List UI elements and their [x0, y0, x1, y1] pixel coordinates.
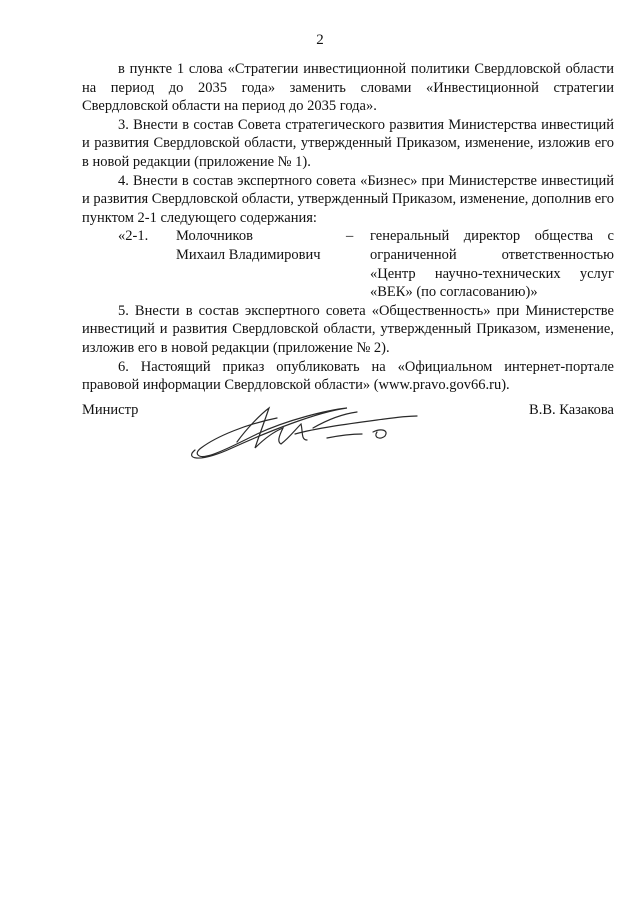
paragraph-item-4: 4. Внести в состав экспертного совета «Бизнес» при Министерстве инвестиций и развития Свердловской области, утвержденный Приказом, изменение, дополнив его пунктом 2-1 следующего содержания:	[82, 172, 614, 226]
member-full-name	[176, 227, 336, 301]
member-dash: –	[346, 228, 354, 245]
document-body	[82, 60, 614, 395]
page-number: 2	[316, 32, 324, 48]
signatory-name: В.В. Казакова	[529, 402, 614, 418]
council-member-entry	[118, 227, 614, 301]
member-description: генеральный директор общества с ограниченной ответственностью «Центр научно-технических услуг «ВЕК» (по согласованию)»	[370, 228, 614, 301]
member-surname: Молочников	[176, 228, 253, 245]
signature-block	[82, 402, 614, 482]
paragraph-intro: в пункте 1 слова «Стратегии инвестиционной политики Свердловской области на период до 2035 года» заменить словами «Инвестиционной стратегии Свердловской области на период до 2035 года».	[82, 61, 614, 115]
handwritten-signature-icon	[177, 398, 427, 468]
member-item-number: «2-1.	[118, 228, 149, 245]
paragraph-item-3: 3. Внести в состав Совета стратегического развития Министерства инвестиций и развития Свердловской области, утвержденный Приказом, изменение, изложив его в новой редакции (приложение № 1).	[82, 116, 614, 170]
paragraph-item-5: 5. Внести в состав экспертного совета «Общественность» при Министерстве инвестиций и развития Свердловской области, утвержденный Приказом, изменение, изложив его в новой редакции (приложение № 2).	[82, 302, 614, 356]
paragraph-item-6: 6. Настоящий приказ опубликовать на «Официальном интернет-портале правовой информации Свердловской области» (www.pravo.gov66.ru).	[82, 358, 614, 394]
member-given-names: Михаил Владимирович	[176, 246, 321, 263]
signatory-title: Министр	[82, 402, 139, 418]
